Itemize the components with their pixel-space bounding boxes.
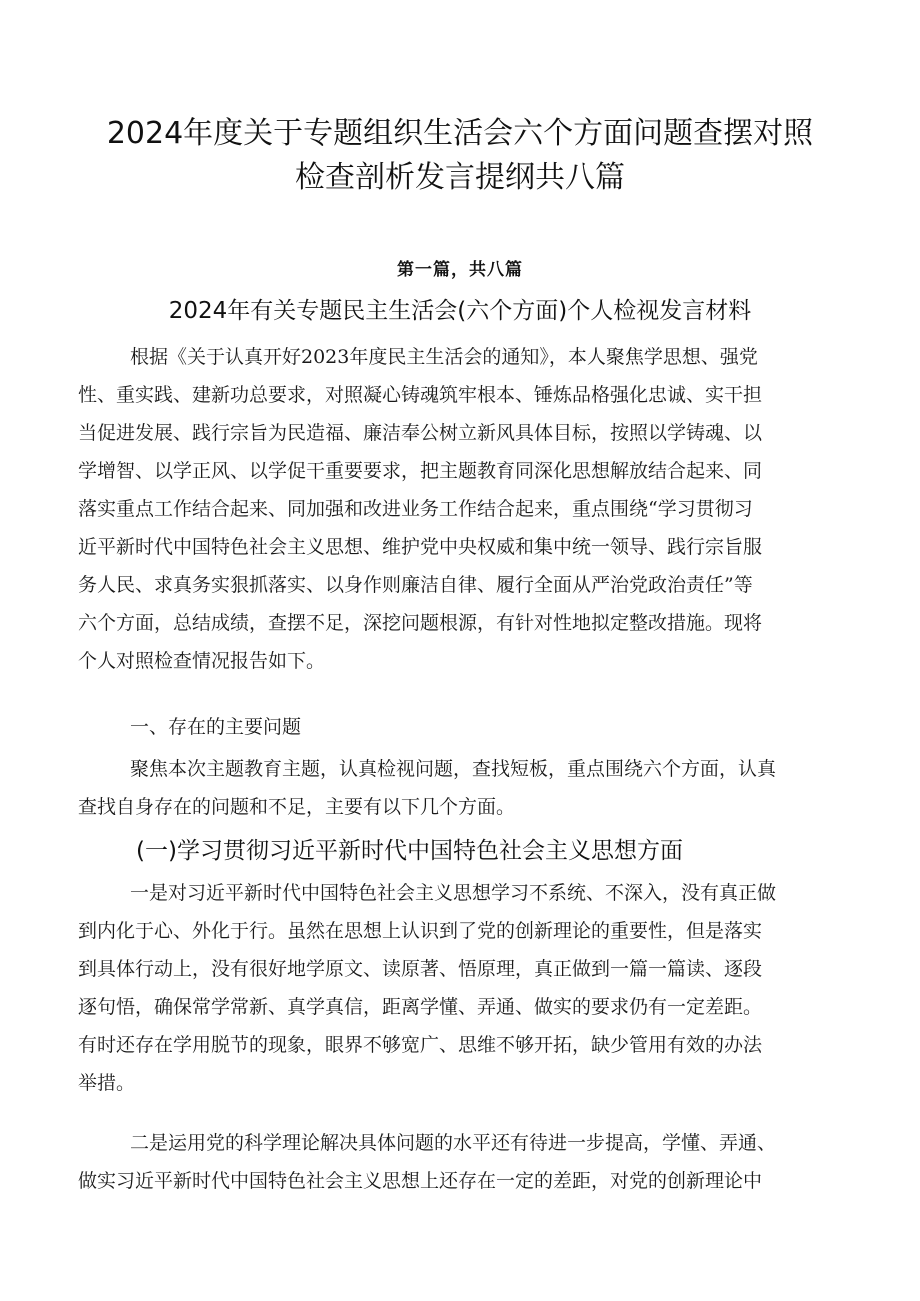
- point2-line: 做实习近平新时代中国特色社会主义思想上还存在一定的差距，对党的创新理论中: [78, 1170, 763, 1192]
- intro-line: 近平新时代中国特色社会主义思想、维护党中央权威和集中统一领导、践行宗旨服: [78, 536, 763, 558]
- part1-heading: 一、存在的主要问题: [130, 716, 302, 738]
- intro-line: 性、重实践、建新功总要求，对照凝心铸魂筑牢根本、锤炼品格强化忠诚、实干担: [78, 384, 763, 406]
- intro-line: 个人对照检查情况报告如下。: [78, 650, 326, 672]
- document-title-line-1: 2024年度关于专题组织生活会六个方面问题查摆对照: [106, 116, 814, 151]
- part1-line: 聚焦本次主题教育主题，认真检视问题，查找短板，重点围绕六个方面，认真: [130, 758, 777, 780]
- point2-paragraph: [78, 1124, 854, 1200]
- document-title-line-2: 检查剖析发言提纲共八篇: [295, 160, 625, 195]
- part1-paragraph: [78, 750, 854, 826]
- point1-line: 一是对习近平新时代中国特色社会主义思想学习不系统、不深入，没有真正做: [130, 882, 777, 904]
- point1-line: 举措。: [78, 1072, 136, 1094]
- intro-line: 落实重点工作结合起来、同加强和改进业务工作结合起来，重点围绕“学习贯彻习: [78, 498, 753, 520]
- point1-line: 到具体行动上，没有很好地学原文、读原著、悟原理，真正做到一篇一篇读、逐段: [78, 958, 763, 980]
- point2-line: 二是运用党的科学理论解决具体问题的水平还有待进一步提高，学懂、弄通、: [130, 1132, 777, 1154]
- intro-paragraph: [78, 338, 854, 680]
- intro-line: 学增智、以学正风、以学促干重要要求，把主题教育同深化思想解放结合起来、同: [78, 460, 763, 482]
- intro-line: 六个方面，总结成绩，查摆不足，深挖问题根源，有针对性地拟定整改措施。现将: [78, 612, 763, 634]
- part1-heading-block: [78, 708, 854, 746]
- point1-line: 到内化于心、外化于行。虽然在思想上认识到了党的创新理论的重要性，但是落实: [78, 920, 763, 942]
- part1-line: 查找自身存在的问题和不足，主要有以下几个方面。: [78, 796, 516, 818]
- intro-line: 根据《关于认真开好2023年度民主生活会的通知》，本人聚焦学思想、强党: [130, 346, 758, 368]
- intro-line: 当促进发展、践行宗旨为民造福、廉洁奉公树立新风具体目标，按照以学铸魂、以: [78, 422, 763, 444]
- section-label: 第一篇，共八篇: [397, 260, 523, 280]
- sub-heading-1: (一)学习贯彻习近平新时代中国特色社会主义思想方面: [136, 838, 683, 864]
- document-title: [60, 112, 860, 200]
- point1-line: 有时还存在学用脱节的现象，眼界不够宽广、思维不够开拓，缺少管用有效的办法: [78, 1034, 763, 1056]
- point1-line: 逐句悟，确保常学常新、真学真信，距离学懂、弄通、做实的要求仍有一定差距。: [78, 996, 763, 1018]
- section-title: 2024年有关专题民主生活会(六个方面)个人检视发言材料: [168, 298, 752, 324]
- intro-line: 务人民、求真务实狠抓落实、以身作则廉洁自律、履行全面从严治党政治责任”等: [78, 574, 753, 596]
- point1-paragraph: [78, 874, 854, 1102]
